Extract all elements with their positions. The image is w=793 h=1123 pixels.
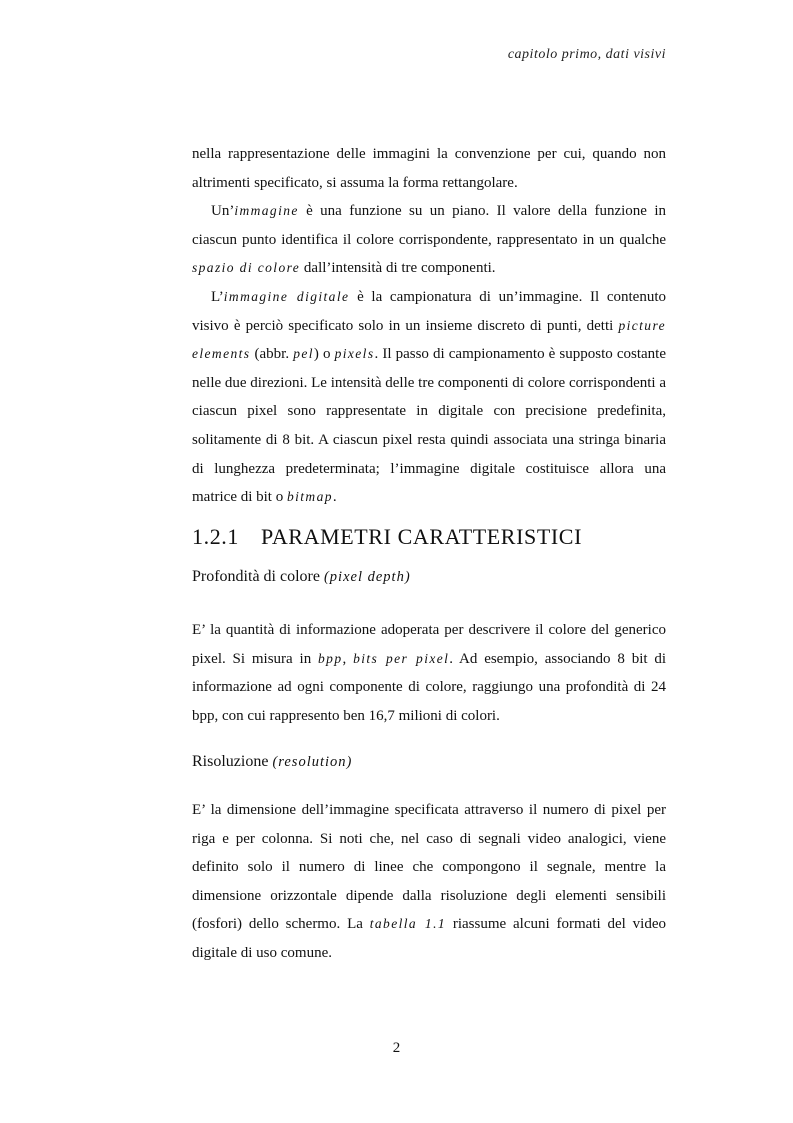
section-title: PARAMETRI CARATTERISTICI [261,524,583,549]
text-run: riassume alcuni formati del video digitale di uso comune. [192,916,666,961]
subheading-english: (resolution) [272,754,353,770]
text-run: è la campionatura di un’immagine. Il contenuto visivo è perciò specificato solo in un insieme discreto di punti, detti [192,288,666,334]
page-number: 2 [392,1040,401,1056]
running-head: capitolo primo, dati visivi [507,47,666,62]
term: pel [293,346,314,362]
term: bpp [318,650,343,666]
text-run: , [342,650,354,667]
text-run: . Ad esempio, associando 8 bit di informazione ad ogni componente di colore, raggiungo una profondità di 24 bpp, con cui rappresento ben 16,7 milioni di colori. [192,650,667,724]
text-run: . [332,489,337,506]
text-run: E’ la quantità di informazione adoperata per descrivere il colore del generico pixel. Si misura in [192,622,666,667]
subheading-resolution [192,753,352,771]
subheading-english: (pixel depth) [323,569,411,585]
term: pixels [334,346,375,362]
paragraph [192,140,666,197]
term: tabella 1.1 [369,916,446,932]
section-heading [192,524,582,550]
text-run: (abbr. [250,346,294,363]
paragraph [192,616,666,730]
section-number: 1.2.1 [192,524,239,549]
subheading-pixel-depth [192,568,411,586]
term: bits per pixel [353,650,450,666]
intro-text [192,140,666,512]
term: immagine digitale [223,288,350,304]
term: bitmap [286,489,333,505]
subheading-text: Profondità di colore [192,568,324,585]
text-run: Un’ [211,203,235,220]
term: immagine [234,203,299,219]
text-run: ) o [313,346,335,363]
text-run: L’ [211,288,224,305]
text-run: E’ la dimensione dell’immagine specificata attraverso il numero di pixel per riga e per colonna. Si noti che, nel caso di segnali video analogici, viene definito solo il numero di linee che compongono il segnale, mentre la dimensione orizzontale dipende dalla risoluzione degli elementi sensibili (fosfori) dello schermo. La [192,802,666,933]
term: picture elements [192,317,666,362]
paragraph [192,796,666,968]
pixel-depth-text [192,616,666,730]
text-run: nella rappresentazione delle immagini la convenzione per cui, quando non altrimenti specificato, si assuma la forma rettangolare. [192,146,666,191]
subheading-text: Risoluzione [192,753,273,770]
text-run: è una funzione su un piano. Il valore della funzione in ciascun punto identifica il colore corrispondente, rappresentato in un qualche [192,203,666,248]
text-run: dall’intensità di tre componenti. [300,260,496,277]
term: spazio di colore [192,260,301,276]
resolution-text [192,796,666,968]
paragraph [192,197,666,283]
paragraph [192,283,666,512]
text-run: . Il passo di campionamento è supposto costante nelle due direzioni. Le intensità delle tre componenti di colore corrispondenti a ciascun pixel sono rappresentate in digitale con precisione predefinita, solitamente di 8 bit. A ciascun pixel resta quindi associata una stringa binaria di lunghezza predeterminata; l’immagine digitale costituisce allora una matrice di bit o [192,346,667,506]
